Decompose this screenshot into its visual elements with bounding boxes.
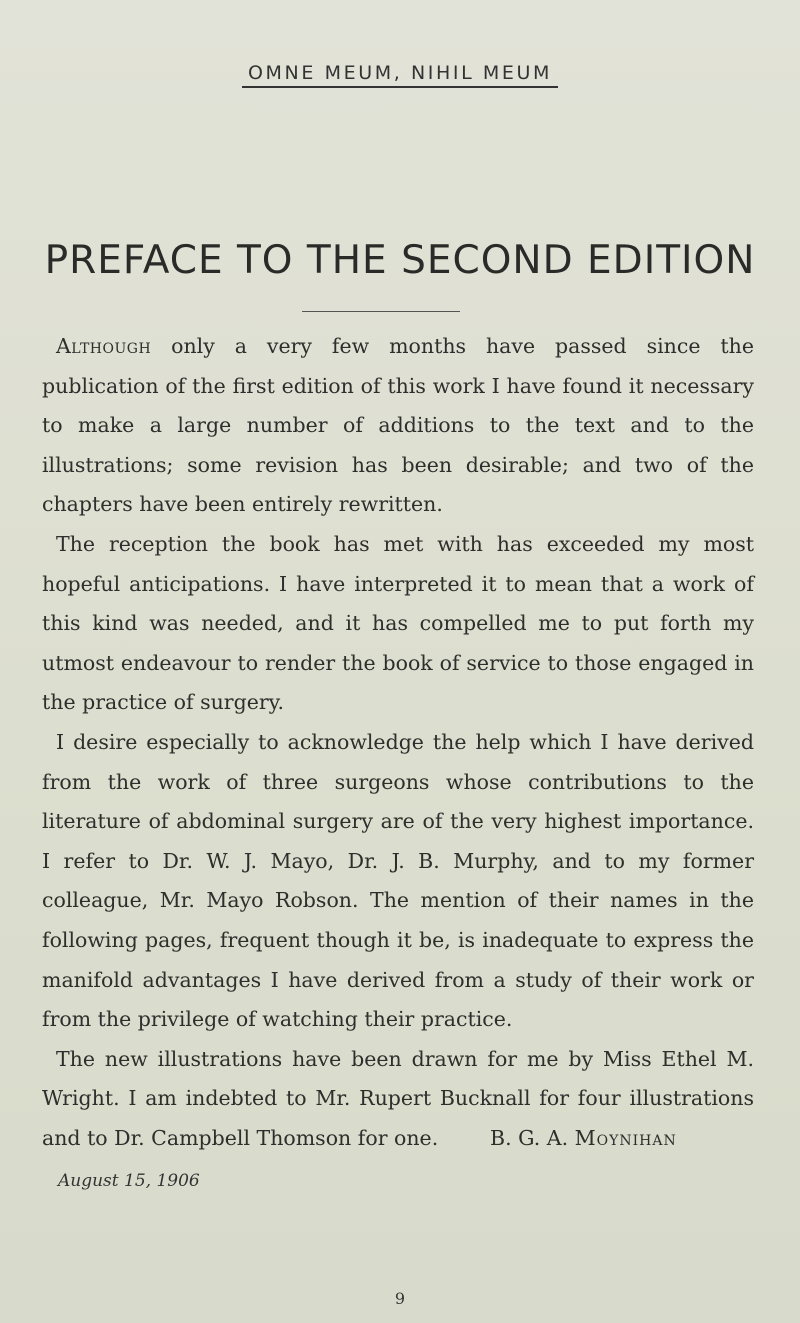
motto-header (0, 62, 800, 88)
paragraph-1 (42, 327, 754, 525)
page-number: 9 (394, 1289, 406, 1308)
page-title: PREFACE TO THE SECOND EDITION (44, 238, 756, 283)
signature-initials: B. G. A. (490, 1126, 569, 1150)
motto-text: OMNE MEUM, NIHIL MEUM (242, 62, 558, 88)
preface-date: August 15, 1906 (58, 1171, 200, 1191)
paragraph-2: The reception the book has met with has exceeded my most hopeful anticipations. I have interpreted it to mean that a work of this kind was needed, and it has compelled me to put forth my utmost endeavour to render the book of service to those engaged in the practice of surgery. (42, 531, 754, 715)
signature-surname: Moynihan (574, 1126, 677, 1150)
paragraph-lead-word: Although (56, 334, 152, 358)
title-divider (302, 311, 460, 312)
signature (490, 1126, 677, 1150)
paragraph-4: The new illustrations have been drawn for me by Miss Ethel M. Wright. I am indebted to Mr. Rupert Bucknall for four illustrations and to Dr. Campbell Thomson for one. (42, 1046, 754, 1150)
paragraph-text: only a very few months have passed since the publication of the first edition of this work I have found it necessary to make a large number of additions to the text and to the illustrations; some revision has been desirable; and two of the chapters have been entirely rewritten. (42, 334, 754, 517)
preface-body (42, 327, 754, 1158)
paragraph-3: I desire especially to acknowledge the help which I have derived from the work of three surgeons whose contributions to the literature of abdominal surgery are of the very highest importance. I refer to Dr. W. J. Mayo, Dr. J. B. Murphy, and to my former colleague, Mr. Mayo Robson. The mention of their names in the following pages, frequent though it be, is inadequate to express the manifold advantages I have derived from a study of their work or from the privilege of watching their practice. (42, 729, 754, 1032)
